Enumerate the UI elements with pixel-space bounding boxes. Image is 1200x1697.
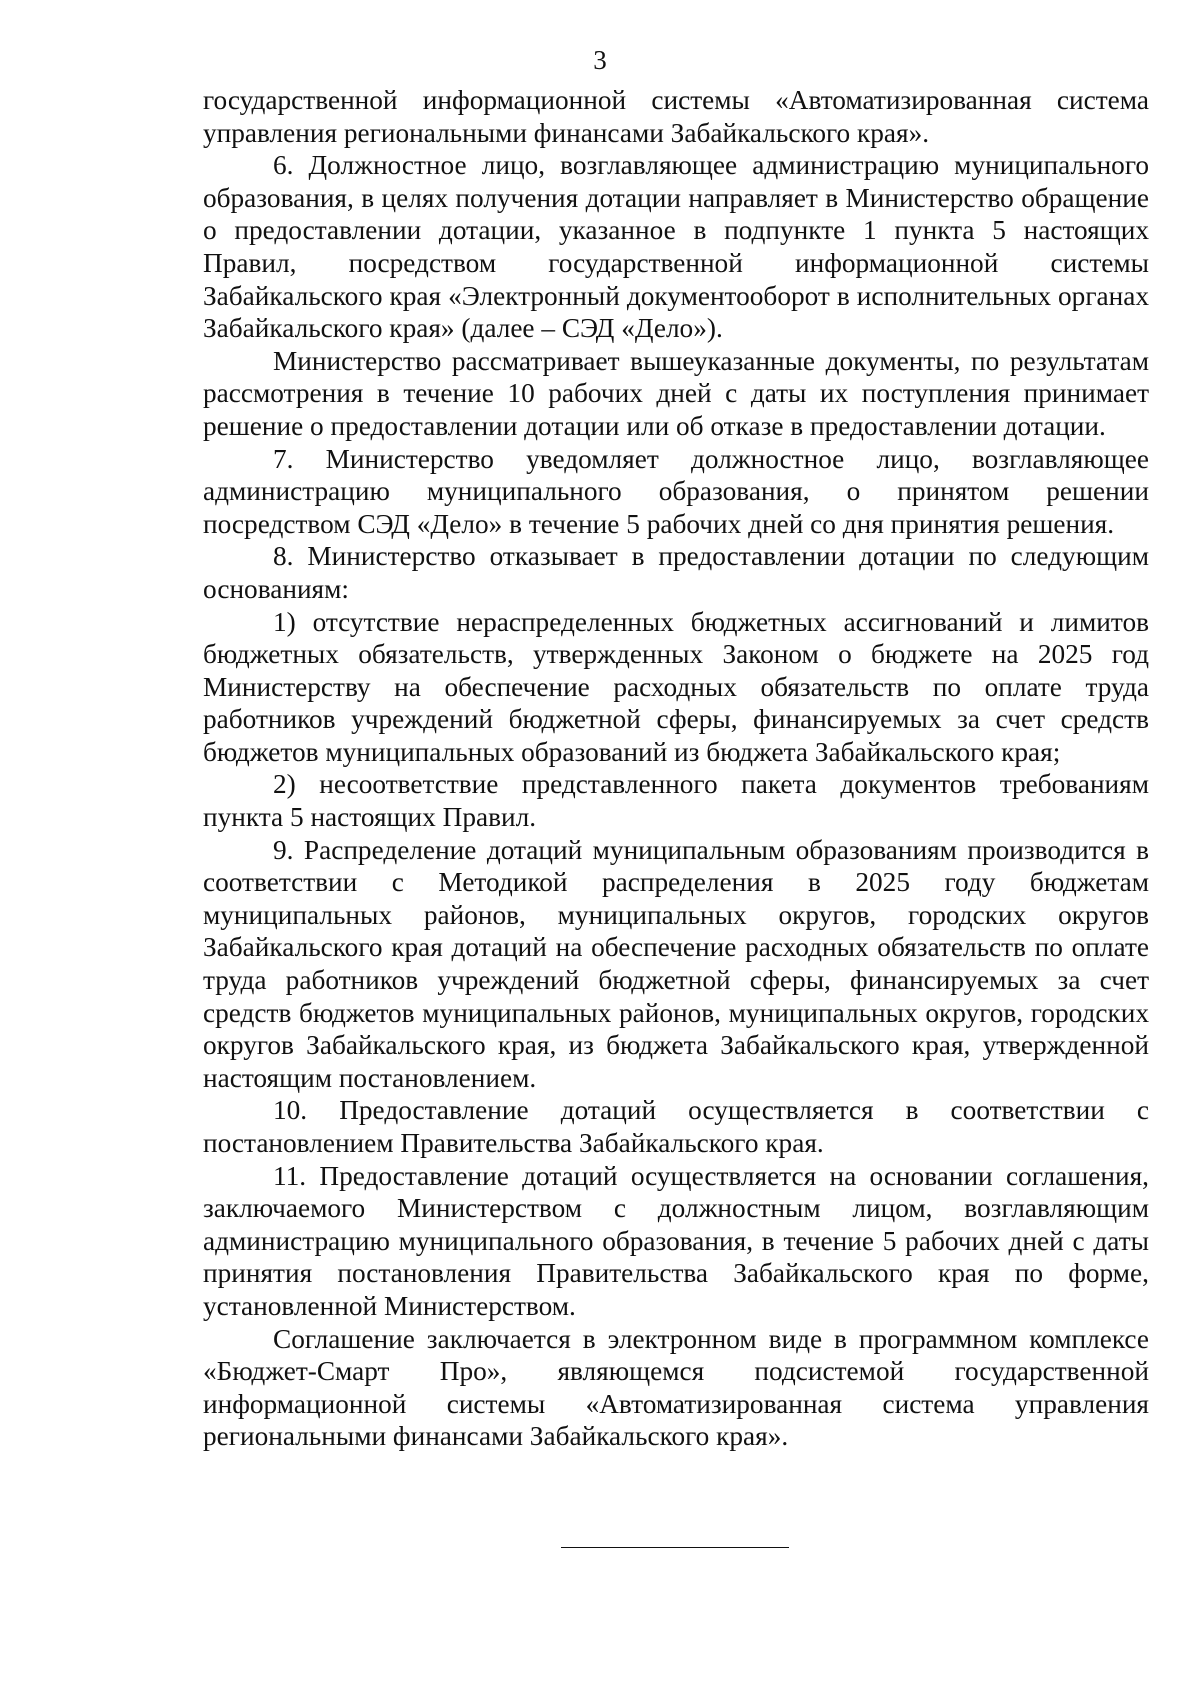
paragraph-item-8: 8. Министерство отказывает в предоставлении дотации по следующим основаниям: <box>203 541 1149 604</box>
paragraph-item-6: 6. Должностное лицо, возглавляющее администрацию муниципального образования, в целях получения дотации направляет в Министерство обращение о предоставлении дотации, указанное в подпункте 1 пункта 5 настоящих Правил, посредством государственной информационной системы Забайкальского края «Электронный документооборот в исполнительных органах Забайкальского края» (далее – СЭД «Дело»). <box>203 150 1149 344</box>
paragraph-item-9: 9. Распределение дотаций муниципальным образованиям производится в соответствии с Методикой распределения в 2025 году бюджетам муниципальных районов, муниципальных округов, городских округов Забайкальского края дотаций на обеспечение расходных обязательств по оплате труда работников учреждений бюджетной сферы, финансируемых за счет средств бюджетов муниципальных районов, муниципальных округов, городских округов Забайкальского края, из бюджета Забайкальского края, утвержденной настоящим постановлением. <box>203 834 1149 1093</box>
paragraph-continuation: государственной информационной системы «Автоматизированная система управления региональными финансами Забайкальского края». <box>203 85 1149 148</box>
paragraph-agreement: Соглашение заключается в электронном виде в программном комплексе «Бюджет-Смарт Про», являющемся подсистемой государственной информационной системы «Автоматизированная система управления региональными финансами Забайкальского края». <box>203 1323 1149 1452</box>
paragraph-item-11: 11. Предоставление дотаций осуществляется на основании соглашения, заключаемого Министерством с должностным лицом, возглавляющим администрацию муниципального образования, в течение 5 рабочих дней с даты принятия постановления Правительства Забайкальского края по форме, установленной Министерством. <box>203 1160 1149 1321</box>
paragraph-item-7: 7. Министерство уведомляет должностное лицо, возглавляющее администрацию муниципального образования, о принятом решении посредством СЭД «Дело» в течение 5 рабочих дней со дня принятия решения. <box>203 443 1149 539</box>
paragraph-ministry-review: Министерство рассматривает вышеуказанные документы, по результатам рассмотрения в течение 10 рабочих дней с даты их поступления принимает решение о предоставлении дотации или об отказе в предоставлении дотации. <box>203 345 1149 441</box>
paragraph-item-10: 10. Предоставление дотаций осуществляется в соответствии с постановлением Правительства Забайкальского края. <box>203 1095 1149 1158</box>
paragraph-item-8-sub-1: 1) отсутствие нераспределенных бюджетных ассигнований и лимитов бюджетных обязательств, утвержденных Законом о бюджете на 2025 год Министерству на обеспечение расходных обязательств по оплате труда работников учреждений бюджетной сферы, финансируемых за счет средств бюджетов муниципальных образований из бюджета Забайкальского края; <box>203 606 1149 767</box>
page-number: 3 <box>593 45 607 75</box>
document-body <box>203 84 1149 1453</box>
paragraph-item-8-sub-2: 2) несоответствие представленного пакета документов требованиям пункта 5 настоящих Правил. <box>203 769 1149 833</box>
closing-rule-divider <box>561 1547 789 1548</box>
